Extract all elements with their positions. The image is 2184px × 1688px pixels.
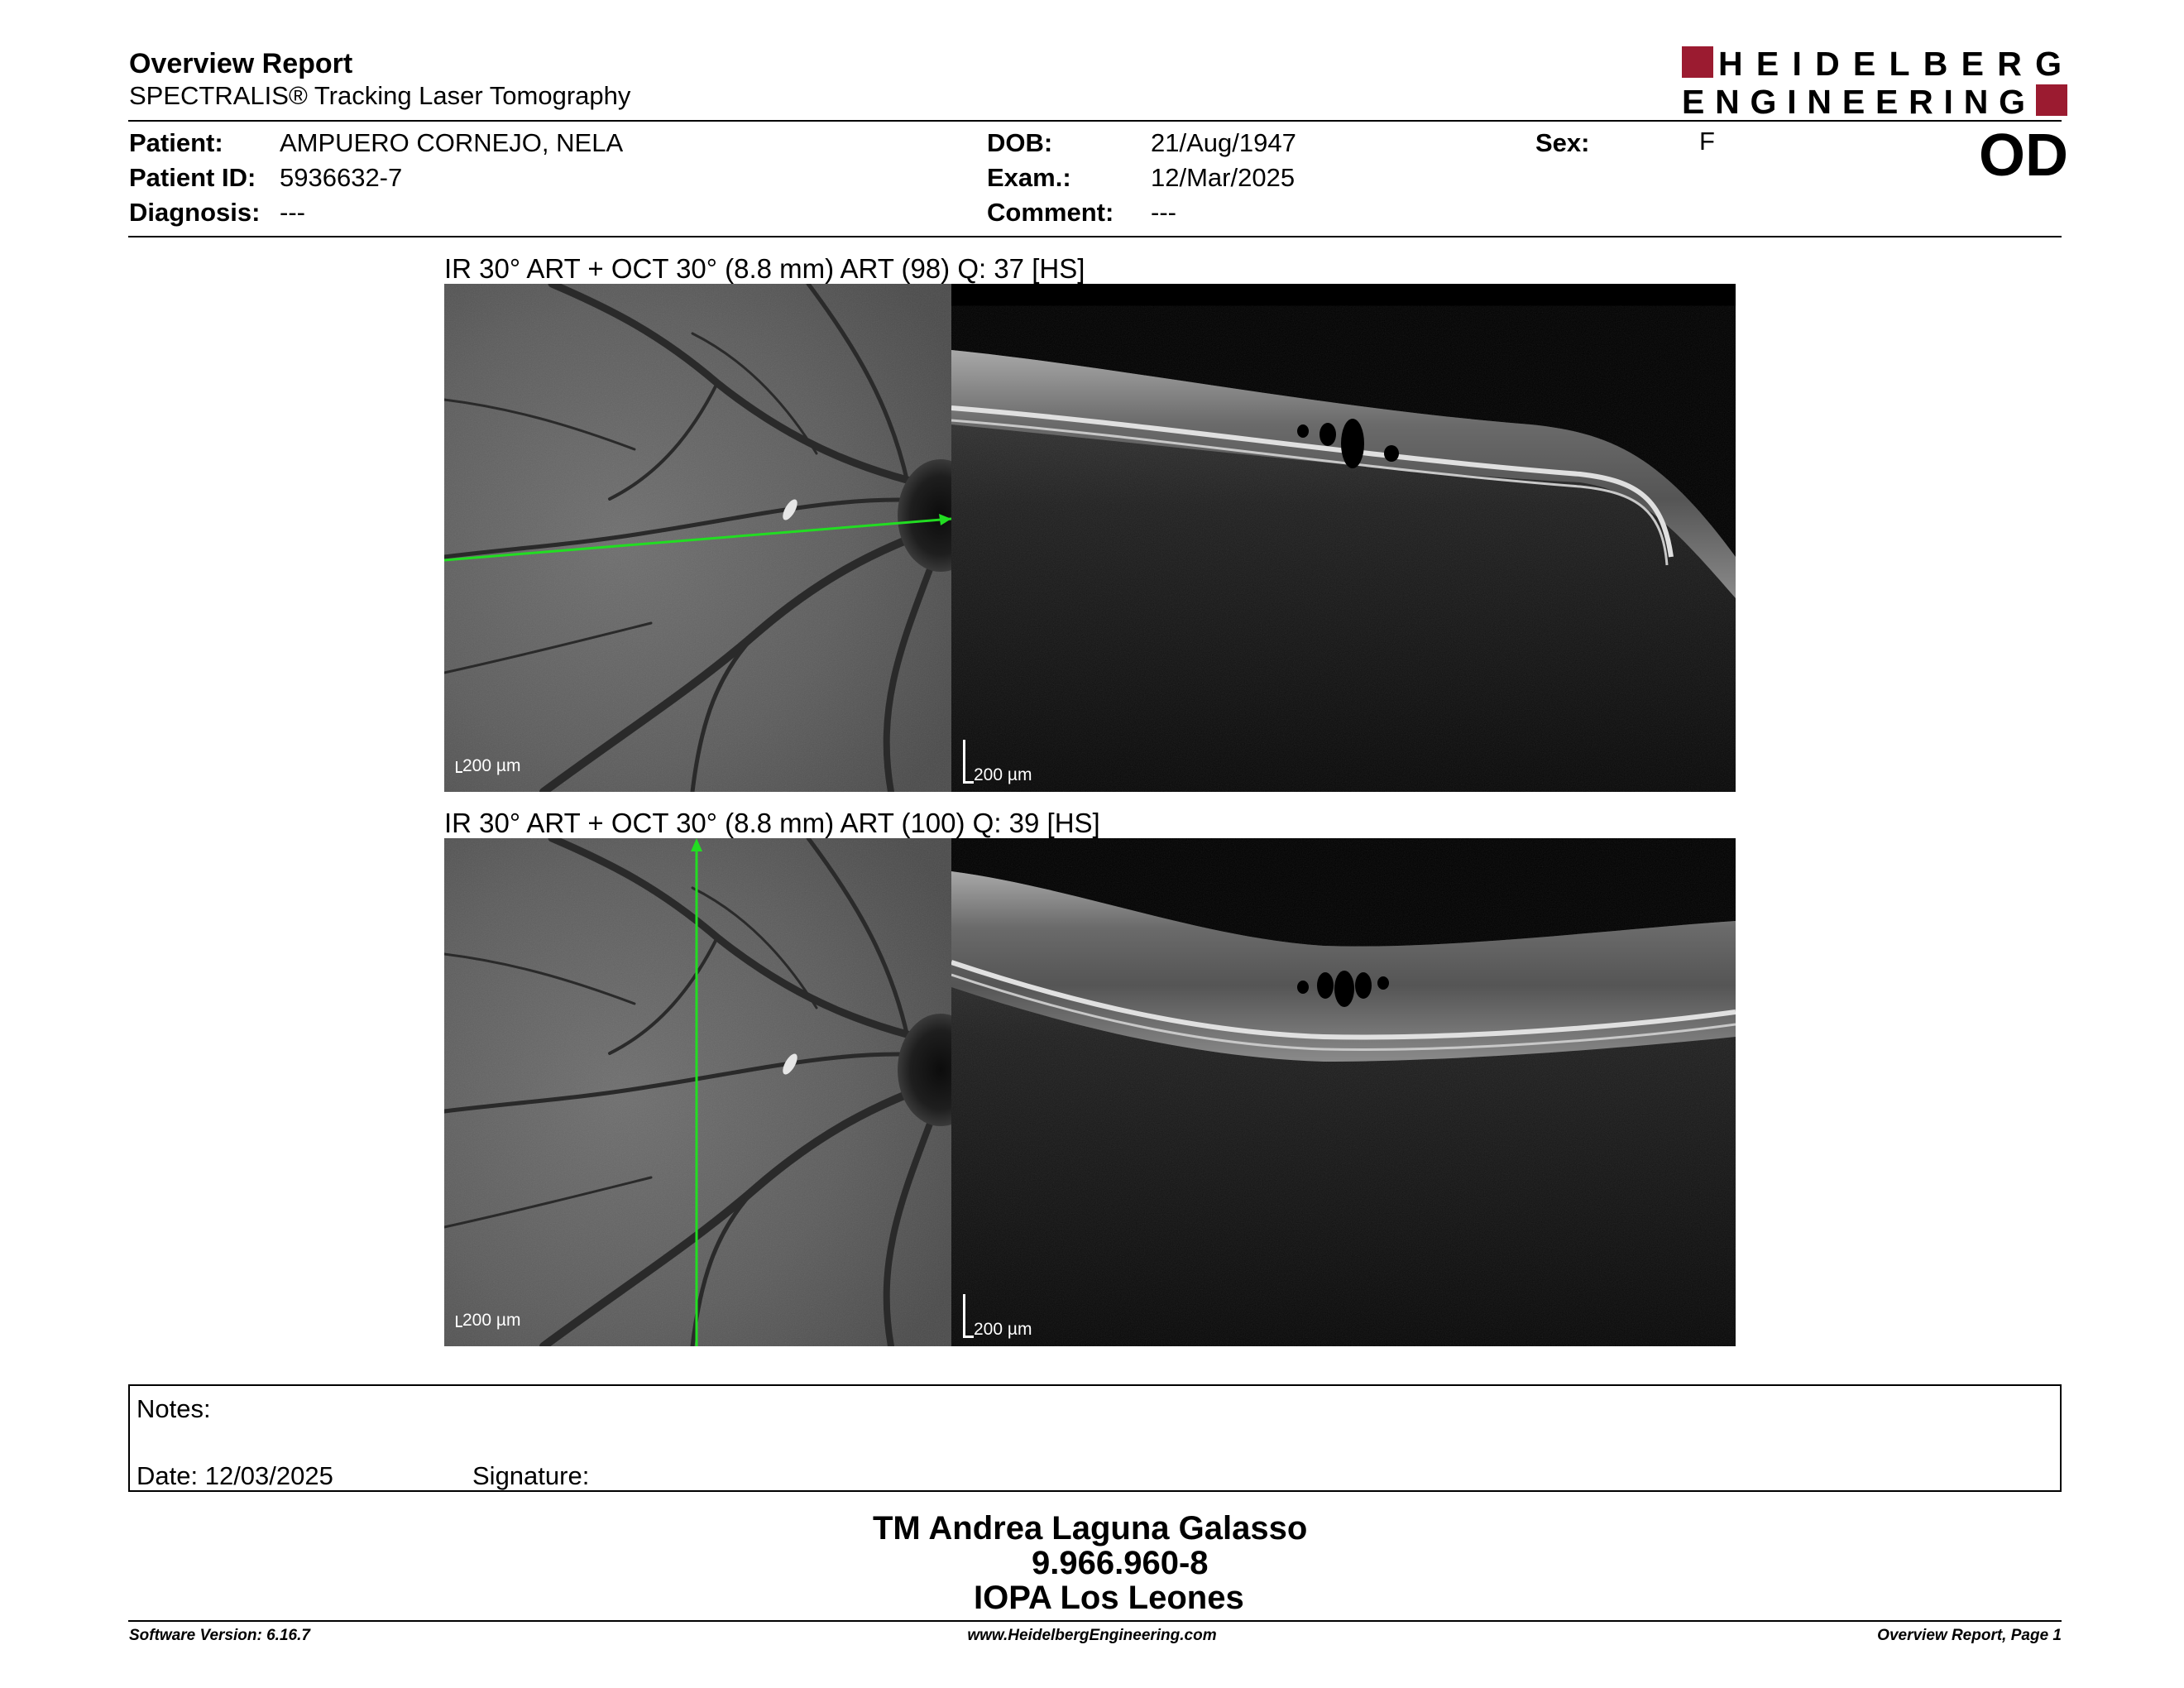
eye-indicator: OD bbox=[1979, 122, 2068, 189]
svg-text:ENGINEERING: ENGINEERING bbox=[1682, 83, 2029, 117]
scan-1-label: IR 30° ART + OCT 30° (8.8 mm) ART (98) Q: 37 [HS] bbox=[444, 253, 1085, 284]
sex-value: F bbox=[1699, 127, 1715, 156]
exam-label: Exam.: bbox=[987, 163, 1071, 192]
footer-divider bbox=[128, 1620, 2062, 1622]
patient-id-label: Patient ID: bbox=[129, 163, 256, 192]
patient-name: AMPUERO CORNEJO, NELA bbox=[280, 128, 624, 157]
scan-1-ir-scalebar bbox=[456, 756, 520, 776]
software-version: Software Version: 6.16.7 bbox=[129, 1627, 310, 1644]
signer-institution: IOPA Los Leones bbox=[974, 1580, 1244, 1616]
exam-value: 12/Mar/2025 bbox=[1151, 163, 1296, 192]
scalebar-icon bbox=[456, 761, 462, 773]
website-link[interactable]: www.HeidelbergEngineering.com bbox=[967, 1627, 1217, 1644]
page-number: Overview Report, Page 1 bbox=[1877, 1627, 2062, 1644]
scan-2-ir-scale-label: 200 µm bbox=[462, 1311, 521, 1330]
scalebar-icon bbox=[456, 1316, 462, 1327]
diagnosis-label: Diagnosis: bbox=[129, 198, 261, 227]
scan-2-oct-scalebar bbox=[963, 1294, 1032, 1340]
patient-id: 5936632-7 bbox=[280, 163, 403, 192]
notes-box[interactable] bbox=[128, 1384, 2062, 1492]
signature-label: Signature: bbox=[472, 1461, 590, 1490]
scalebar-icon bbox=[963, 1294, 974, 1338]
scan-2-oct-scale-label: 200 µm bbox=[974, 1320, 1032, 1339]
diagnosis-value: --- bbox=[280, 198, 305, 227]
patient-divider bbox=[128, 236, 2062, 237]
scan-1-ir-image[interactable] bbox=[444, 284, 951, 792]
scan-1-oct-image[interactable] bbox=[951, 284, 1736, 792]
svg-text:HEIDELBERG: HEIDELBERG bbox=[1718, 45, 2066, 83]
notes-date: Date: 12/03/2025 bbox=[136, 1461, 333, 1490]
comment-value: --- bbox=[1151, 198, 1176, 227]
sex-label: Sex: bbox=[1535, 128, 1590, 157]
scan-2-oct-image[interactable] bbox=[951, 838, 1736, 1346]
report-title: Overview Report bbox=[129, 48, 353, 79]
scan-1-oct-scale-label: 200 µm bbox=[974, 765, 1032, 784]
scan-1-ir-scale-label: 200 µm bbox=[462, 756, 521, 775]
dob-label: DOB: bbox=[987, 128, 1053, 157]
scan-2-ir-scalebar bbox=[456, 1311, 520, 1331]
heidelberg-logo bbox=[1682, 45, 2067, 117]
scalebar-icon bbox=[963, 740, 974, 784]
signer-name: TM Andrea Laguna Galasso bbox=[873, 1510, 1308, 1547]
report-subtitle: SPECTRALIS® Tracking Laser Tomography bbox=[129, 81, 631, 110]
signer-id: 9.966.960-8 bbox=[1032, 1545, 1209, 1581]
scan-2-ir-image[interactable] bbox=[444, 838, 951, 1346]
scan-2-label: IR 30° ART + OCT 30° (8.8 mm) ART (100) Q: 39 [HS] bbox=[444, 808, 1100, 838]
patient-label: Patient: bbox=[129, 128, 223, 157]
comment-label: Comment: bbox=[987, 198, 1114, 227]
header-divider bbox=[128, 120, 2062, 122]
notes-label: Notes: bbox=[136, 1394, 211, 1423]
scan-1-oct-scalebar bbox=[963, 740, 1032, 785]
dob-value: 21/Aug/1947 bbox=[1151, 128, 1296, 157]
